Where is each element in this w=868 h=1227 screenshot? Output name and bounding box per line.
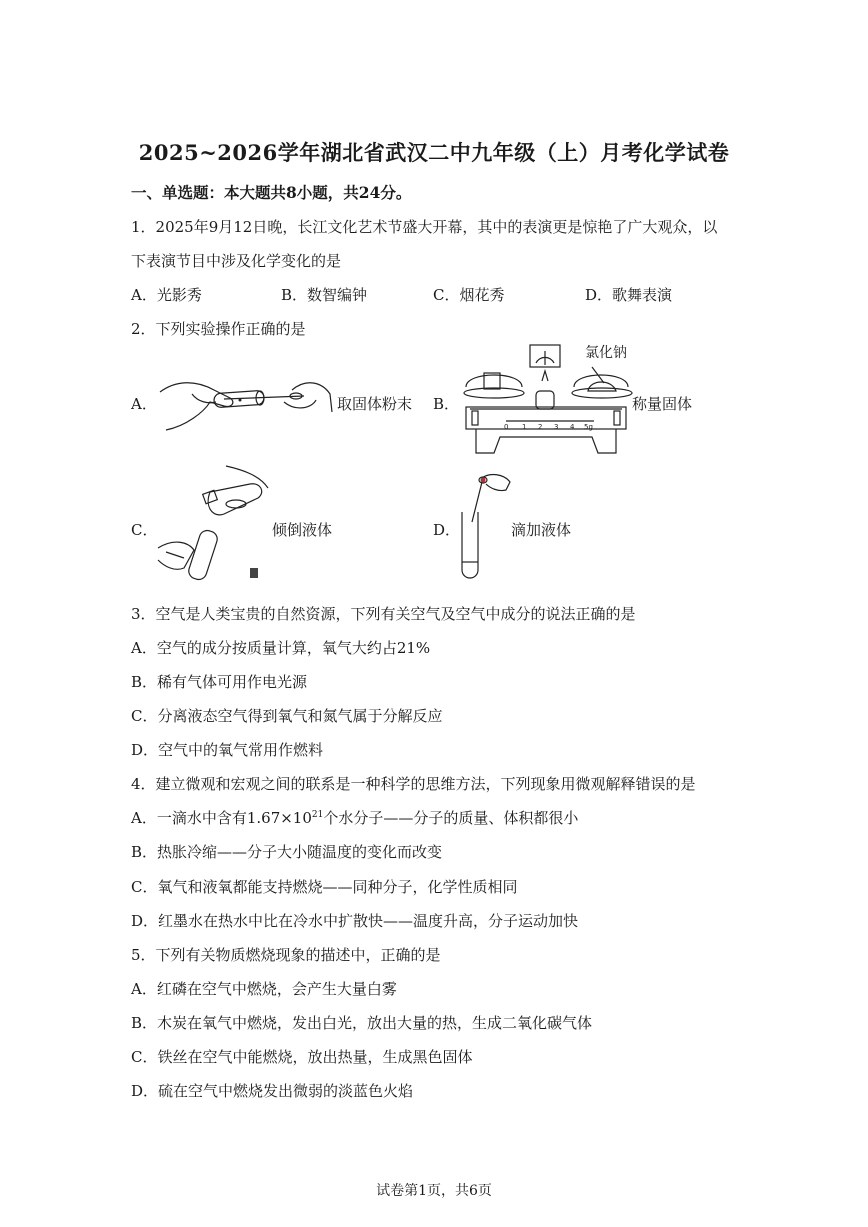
scale-tick-2: 2	[538, 423, 543, 431]
page-title: 2025~2026学年湖北省武汉二中九年级（上）月考化学试卷	[138, 140, 730, 165]
question-2-option-a-letter: A．	[131, 395, 157, 413]
question-4-stem: 4．建立微观和宏观之间的联系是一种科学的思维方法，下列现象用微观解释错误的是	[131, 775, 696, 793]
question-5-option-c: C．铁丝在空气中能燃烧，放出热量，生成黑色固体	[131, 1048, 473, 1066]
question-4-option-a-prefix: A．一滴水中含有1.67×10	[131, 809, 312, 827]
scale-tick-0: 0	[504, 423, 509, 431]
question-4-option-a	[131, 807, 578, 828]
question-2-option-d-letter: D．	[433, 521, 461, 539]
question-3-option-c: C．分离液态空气得到氧气和氮气属于分解反应	[131, 707, 443, 725]
question-4-option-d: D．红墨水在热水中比在冷水中扩散快——温度升高，分子运动加快	[131, 912, 579, 930]
question-3-option-a: A．空气的成分按质量计算，氧气大约占21%	[131, 639, 431, 657]
question-1-option-b: B．数智编钟	[281, 286, 368, 304]
page-footer: 试卷第1页，共6页	[376, 1183, 492, 1199]
scale-tick-4: 4	[570, 423, 575, 431]
question-5-option-d: D．硫在空气中燃烧发出微弱的淡蓝色火焰	[131, 1082, 414, 1100]
scale-tick-3: 3	[554, 423, 559, 431]
question-4-option-c: C．氧气和液氧都能支持燃烧——同种分子，化学性质相同	[131, 878, 518, 896]
scale-tick-1: 1	[522, 423, 527, 431]
scale-tick-5: 5g	[584, 423, 593, 431]
powder-spatula-figure	[156, 372, 334, 436]
pour-liquid-figure	[154, 462, 272, 586]
question-5-option-b: B．木炭在氧气中燃烧，发出白光，放出大量的热，生成二氧化碳气体	[131, 1014, 593, 1032]
balance-sodium-chloride-label: 氯化钠	[585, 345, 627, 361]
question-2-option-b-caption: 称量固体	[632, 395, 693, 413]
drop-liquid-figure	[456, 470, 514, 584]
question-1-option-a: A．光影秀	[131, 286, 202, 304]
question-5-option-a: A．红磷在空气中燃烧，会产生大量白雾	[131, 980, 397, 998]
question-4-option-a-exponent: 21	[311, 810, 324, 820]
question-2-option-d-caption: 滴加液体	[511, 521, 572, 539]
question-2-stem: 2．下列实验操作正确的是	[131, 320, 306, 338]
question-1-option-c: C．烟花秀	[433, 286, 505, 304]
question-4-option-b: B．热胀冷缩——分子大小随温度的变化而改变	[131, 843, 443, 861]
question-2-option-c-letter: C．	[131, 521, 158, 539]
question-3-option-b: B．稀有气体可用作电光源	[131, 673, 308, 691]
question-3-option-d: D．空气中的氧气常用作燃料	[131, 741, 324, 759]
section-heading: 一、单选题：本大题共8小题，共24分。	[131, 183, 412, 202]
question-4-option-a-suffix: 个水分子——分子的质量、体积都很小	[323, 809, 579, 827]
question-1-stem-line1: 1．2025年9月12日晚，长江文化艺术节盛大开幕，其中的表演更是惊艳了广大观众，以	[131, 218, 718, 236]
question-5-stem: 5．下列有关物质燃烧现象的描述中，正确的是	[131, 946, 441, 964]
question-2-option-c-caption: 倾倒液体	[272, 521, 333, 539]
question-1-stem-line2: 下表演节目中涉及化学变化的是	[131, 252, 342, 270]
question-1-option-d: D．歌舞表演	[585, 286, 673, 304]
question-2-option-b-letter: B．	[433, 395, 460, 413]
question-2-option-a-caption: 取固体粉末	[337, 395, 413, 413]
question-3-stem: 3．空气是人类宝贵的自然资源，下列有关空气及空气中成分的说法正确的是	[131, 605, 636, 623]
